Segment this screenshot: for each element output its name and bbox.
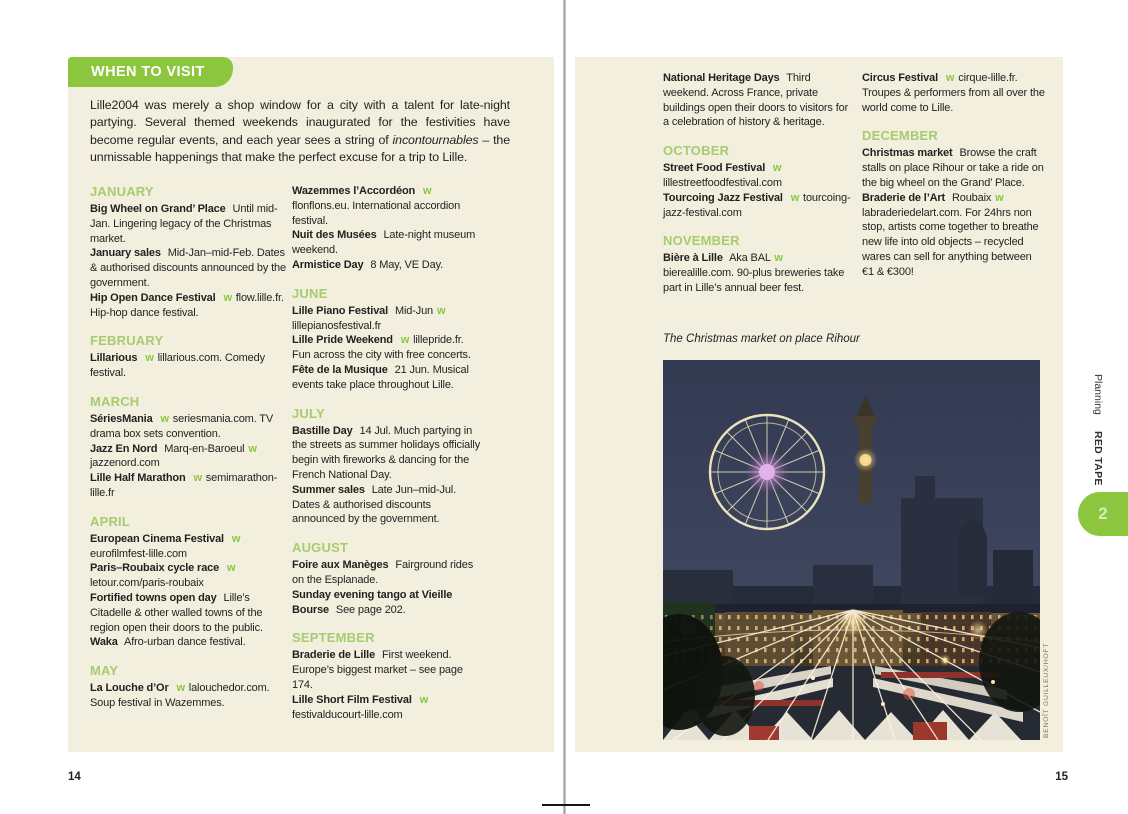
event-text: Browse the craft stalls on place Rihour or take a ride on the big wheel on the Grand’ Place. xyxy=(862,147,1044,189)
event-entry xyxy=(90,532,288,562)
event-text: 21 Jun. Musical events take place throughout Lille. xyxy=(292,363,469,391)
event-text: Third weekend. Across France, private buildings open their doors to visitors for a celebration of history & heritage. xyxy=(663,72,849,129)
event-name: Braderie de l’Art xyxy=(862,191,946,204)
web-icon: w xyxy=(193,472,202,485)
event-entry xyxy=(90,202,288,246)
web-icon: w xyxy=(176,682,185,695)
web-icon: w xyxy=(145,352,154,365)
web-icon: w xyxy=(774,252,783,265)
event-text: Late-night museum weekend. xyxy=(292,229,476,257)
event-text: First weekend. Europe’s biggest market – see page 174. xyxy=(292,649,463,691)
web-icon: w xyxy=(160,412,169,425)
event-entry xyxy=(90,681,288,711)
month-heading: DECEMBER xyxy=(862,128,938,144)
event-text: – the unmissable happenings that make the perfect excuse for a trip to Lille. xyxy=(90,132,511,164)
event-name: Fête de la Musique xyxy=(292,363,388,376)
month-heading: JANUARY xyxy=(90,184,154,199)
christmas-market-photo xyxy=(663,360,1040,740)
event-name: Circus Festival xyxy=(862,72,939,84)
event-text: See page 202. xyxy=(335,603,406,616)
event-text: tourcoing-jazz-festival.com xyxy=(663,191,851,219)
left-page-column-2 xyxy=(292,184,484,722)
event-entry xyxy=(292,483,484,527)
event-name: Braderie de Lille xyxy=(292,649,376,662)
month-heading: JULY xyxy=(292,405,325,421)
event-text: labraderiedelart.com. For 24hrs non stop, artists come together to breathe new life into old objects – recycled wares can sell for anything between €1 & €300! xyxy=(862,206,1039,278)
event-entry xyxy=(90,97,510,166)
event-text: 14 Jul. Much partying in the streets as summer holidays officially begin with fireworks & dancing for the French National Day. xyxy=(292,424,481,481)
event-name: Armistice Day xyxy=(292,258,364,271)
event-name: Fortified towns open day xyxy=(90,591,217,604)
event-entry xyxy=(663,191,851,221)
event-text: jazzenord.com xyxy=(90,457,160,470)
event-entry xyxy=(90,635,288,650)
event-name: Tourcoing Jazz Festival xyxy=(663,191,783,204)
event-text: lillestreetfoodfestival.com xyxy=(663,176,782,189)
event-name: Lillarious xyxy=(90,352,138,365)
page-number-right: 15 xyxy=(1055,771,1068,783)
web-icon: w xyxy=(773,162,782,175)
event-name: La Louche d’Or xyxy=(90,682,169,695)
event-text: Late Jun–mid-Jul. Dates & authorised discounts announced by the government. xyxy=(292,483,456,526)
event-text: cirque-lille.fr. Troupes & performers from all over the world come to Lille. xyxy=(862,72,1045,114)
event-text: eurofilmfest-lille.com xyxy=(90,547,187,560)
event-entry xyxy=(90,442,288,472)
right-page-column-2 xyxy=(862,71,1045,280)
event-name: Waka xyxy=(90,636,118,649)
web-icon: w xyxy=(423,185,432,197)
month-heading: JUNE xyxy=(292,285,328,301)
event-text: Fairground rides on the Esplanade. xyxy=(292,559,474,586)
event-text: flonflons.eu. International accordion festival. xyxy=(292,199,461,227)
event-name: Jazz En Nord xyxy=(90,442,158,455)
intro-paragraph xyxy=(90,97,510,166)
left-page xyxy=(68,57,554,752)
event-text: letour.com/paris-roubaix xyxy=(90,577,204,590)
event-entry xyxy=(292,363,484,393)
month-heading: MAY xyxy=(90,663,119,679)
event-entry xyxy=(292,184,484,228)
page-number-left: 14 xyxy=(68,771,81,783)
event-name: SériesMania xyxy=(90,412,153,425)
sidebar-section-label: Planning xyxy=(1092,374,1104,415)
event-text: lalouchedor.com. Soup festival in Wazemmes. xyxy=(90,682,270,709)
event-name: Bastille Day xyxy=(292,424,353,437)
event-entry xyxy=(292,304,484,334)
right-page xyxy=(575,57,1063,752)
event-text: lillepride.fr. Fun across the city with free concerts. xyxy=(292,334,471,362)
event-entry xyxy=(292,424,484,483)
event-entry xyxy=(663,251,851,295)
event-name: Big Wheel on Grand’ Place xyxy=(90,203,226,215)
web-icon: w xyxy=(436,304,446,317)
event-text: festivalducourt-lille.com xyxy=(292,708,403,721)
event-name: Lille Pride Weekend xyxy=(292,334,393,347)
event-entry xyxy=(292,258,484,273)
event-text: Mid-Jun xyxy=(394,304,434,317)
web-icon: w xyxy=(400,334,410,347)
event-name: Bière à Lille xyxy=(663,252,723,265)
chapter-number-tab xyxy=(1078,492,1128,536)
event-entry xyxy=(90,471,288,501)
month-heading: MARCH xyxy=(90,393,140,409)
event-name: Lille Half Marathon xyxy=(90,472,186,485)
event-text: seriesmania.com. TV drama box sets convention. xyxy=(90,412,274,440)
fold-mark xyxy=(542,804,590,806)
event-entry xyxy=(292,693,484,723)
web-icon: w xyxy=(227,562,236,575)
right-page-column-1 xyxy=(663,71,851,296)
month-heading: NOVEMBER xyxy=(663,233,740,249)
event-entry xyxy=(292,648,484,692)
event-entry xyxy=(90,351,288,381)
event-name: Nuit des Musées xyxy=(292,229,377,242)
event-entry xyxy=(862,146,1045,190)
event-text: bierealille.com. 90-plus breweries take part in Lille’s annual beer fest. xyxy=(663,267,845,294)
event-name: Summer sales xyxy=(292,483,365,496)
event-name: Sunday evening tango at Vieille Bourse xyxy=(292,588,453,616)
event-entry xyxy=(663,71,851,130)
event-entry xyxy=(292,558,484,588)
web-icon: w xyxy=(995,191,1004,204)
event-name: Paris–Roubaix cycle race xyxy=(90,562,220,575)
event-text: lillepianosfestival.fr xyxy=(292,319,382,332)
web-icon: w xyxy=(419,693,429,706)
event-text: Roubaix xyxy=(951,191,992,204)
month-heading: APRIL xyxy=(90,513,130,529)
event-name: Hip Open Dance Festival xyxy=(90,291,216,304)
event-text: lillarious.com. Comedy festival. xyxy=(90,352,265,380)
month-heading: FEBRUARY xyxy=(90,333,164,349)
event-entry xyxy=(90,591,288,635)
month-heading: AUGUST xyxy=(292,540,349,556)
sidebar-subsection-label: RED TAPE xyxy=(1092,430,1104,486)
event-entry xyxy=(862,71,1045,115)
event-entry xyxy=(663,161,851,191)
photo-credit: BENOÎT GUILLEUX/HOFT xyxy=(1043,642,1050,738)
photo-caption: The Christmas market on place Rihour xyxy=(663,333,860,345)
event-text: flow.lille.fr. Hip-hop dance festival. xyxy=(90,291,284,319)
page-spine-divider xyxy=(563,0,566,814)
web-icon: w xyxy=(248,442,257,455)
web-icon: w xyxy=(223,291,232,304)
event-text: Lille’s Citadelle & other walled towns of the region open their doors to the public. xyxy=(90,591,263,634)
event-text: Mid-Jan–mid-Feb. Dates & authorised discounts announced by the government. xyxy=(90,247,286,289)
event-text: semimarathon-lille.fr xyxy=(90,472,278,499)
event-entry xyxy=(90,246,288,290)
chapter-number: 2 xyxy=(1098,504,1108,523)
event-name: European Cinema Festival xyxy=(90,532,224,545)
chapter-sidebar xyxy=(1092,374,1104,486)
event-name: Lille Short Film Festival xyxy=(292,693,412,706)
event-text: Until mid-Jan. Lingering legacy of the Christmas market. xyxy=(90,203,278,245)
event-entry xyxy=(292,228,484,258)
web-icon: w xyxy=(790,191,800,204)
event-text: Marq-en-Baroeul xyxy=(164,442,245,455)
event-entry xyxy=(292,333,484,363)
event-entry xyxy=(90,561,288,591)
event-name: National Heritage Days xyxy=(663,72,780,84)
event-name: January sales xyxy=(90,247,161,260)
month-heading: OCTOBER xyxy=(663,143,730,159)
event-entry xyxy=(292,588,484,618)
event-text: Afro-urban dance festival. xyxy=(124,636,246,649)
event-name: Foire aux Manèges xyxy=(292,559,389,572)
event-text: 8 May, VE Day. xyxy=(370,258,444,271)
event-text: Lille2004 was merely a shop window for a city with a talent for late-night partying. Several themed weekends inaugurated for the festivities have become regular events, and each year sees a string of xyxy=(90,98,510,147)
event-entry xyxy=(90,291,288,321)
event-entry xyxy=(90,412,288,442)
event-name: Lille Piano Festival xyxy=(292,304,389,317)
italic-text: incontournables xyxy=(392,132,479,147)
left-page-column-1 xyxy=(90,184,288,711)
event-name: Christmas market xyxy=(862,147,953,160)
section-header-label: WHEN TO VISIT xyxy=(68,57,233,87)
event-name: Wazemmes l’Accordéon xyxy=(292,185,416,197)
month-heading: SEPTEMBER xyxy=(292,630,375,646)
web-icon: w xyxy=(231,532,241,545)
event-entry xyxy=(862,191,1045,280)
event-text: Aka BAL xyxy=(729,252,771,265)
web-icon: w xyxy=(945,72,955,84)
event-name: Street Food Festival xyxy=(663,162,766,175)
